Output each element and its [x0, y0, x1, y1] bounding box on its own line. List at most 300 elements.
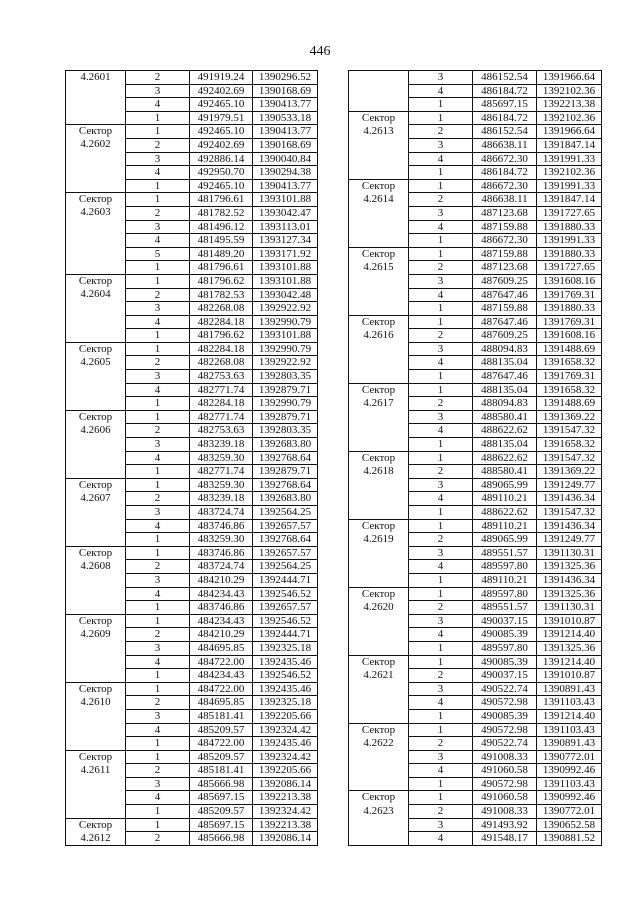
coordinate-y: 1390168.69: [253, 84, 318, 98]
coordinate-y: 1393042.47: [253, 206, 318, 220]
sector-label: [66, 315, 126, 329]
point-number: 4: [409, 832, 473, 846]
point-number: 1: [126, 329, 190, 343]
sector-label: [349, 288, 409, 302]
point-number: 1: [126, 261, 190, 275]
point-number: 4: [409, 492, 473, 506]
coordinate-y: 1391608.16: [537, 329, 602, 343]
table-row: [349, 370, 602, 384]
sector-label: Сектор: [66, 546, 126, 560]
table-row: [66, 478, 318, 492]
coordinate-x: 487647.46: [473, 370, 537, 384]
point-number: 2: [126, 832, 190, 846]
table-row: [66, 723, 318, 737]
coordinate-y: 1391727.65: [537, 206, 602, 220]
point-number: 3: [409, 478, 473, 492]
coordinate-x: 484210.29: [190, 573, 253, 587]
coordinate-x: 484695.85: [190, 696, 253, 710]
coordinate-y: 1390413.77: [253, 179, 318, 193]
table-row: [66, 601, 318, 615]
table-row: [349, 506, 602, 520]
sector-label: 4.2603: [66, 206, 126, 220]
coordinate-y: 1390413.77: [253, 98, 318, 112]
coordinate-y: 1391658.32: [537, 438, 602, 452]
point-number: 3: [409, 342, 473, 356]
point-number: 1: [409, 655, 473, 669]
table-row: [349, 777, 602, 791]
sector-label: [66, 709, 126, 723]
sector-label: Сектор: [66, 193, 126, 207]
coordinate-y: 1391214.40: [537, 655, 602, 669]
table-row: [66, 138, 318, 152]
table-row: [349, 383, 602, 397]
table-row: [66, 261, 318, 275]
table-row: [66, 329, 318, 343]
point-number: 1: [126, 737, 190, 751]
point-number: 3: [126, 152, 190, 166]
coordinate-x: 490572.98: [473, 696, 537, 710]
coordinate-x: 492886.14: [190, 152, 253, 166]
coordinate-y: 1392546.52: [253, 669, 318, 683]
table-row: [66, 506, 318, 520]
sector-label: 4.2616: [349, 329, 409, 343]
sector-label: 4.2607: [66, 492, 126, 506]
coordinate-x: 485697.15: [190, 791, 253, 805]
point-number: 4: [126, 98, 190, 112]
coordinate-y: 1391214.40: [537, 628, 602, 642]
sector-label: [349, 274, 409, 288]
sector-label: [66, 302, 126, 316]
coordinate-x: 487123.68: [473, 261, 537, 275]
sector-label: [349, 764, 409, 778]
point-number: 1: [409, 234, 473, 248]
coordinate-y: 1391369.22: [537, 465, 602, 479]
point-number: 4: [126, 723, 190, 737]
sector-label: Сектор: [349, 519, 409, 533]
point-number: 3: [126, 438, 190, 452]
table-row: [66, 805, 318, 819]
sector-label: [349, 492, 409, 506]
table-row: [349, 84, 602, 98]
table-row: [66, 98, 318, 112]
coordinate-x: 492950.70: [190, 166, 253, 180]
table-row: [66, 669, 318, 683]
coordinate-x: 485209.57: [190, 723, 253, 737]
sector-label: Сектор: [349, 451, 409, 465]
table-row: [66, 655, 318, 669]
coordinate-y: 1390533.18: [253, 111, 318, 125]
coordinate-x: 491548.17: [473, 832, 537, 846]
coordinate-x: 483239.18: [190, 492, 253, 506]
point-number: 1: [409, 573, 473, 587]
table-row: [349, 98, 602, 112]
sector-label: [349, 506, 409, 520]
sector-label: [66, 111, 126, 125]
point-number: 1: [126, 601, 190, 615]
coordinate-x: 486672.30: [473, 179, 537, 193]
coordinate-y: 1391488.69: [537, 397, 602, 411]
point-number: 4: [409, 560, 473, 574]
point-number: 4: [126, 234, 190, 248]
point-number: 3: [126, 777, 190, 791]
table-row: [349, 206, 602, 220]
point-number: 2: [409, 601, 473, 615]
coordinate-x: 488135.04: [473, 438, 537, 452]
sector-label: 4.2619: [349, 533, 409, 547]
coordinate-y: 1392768.64: [253, 478, 318, 492]
table-row: [66, 193, 318, 207]
point-number: 2: [126, 696, 190, 710]
coordinate-x: 486152.54: [473, 71, 537, 85]
sector-label: [349, 166, 409, 180]
sector-label: [349, 302, 409, 316]
sector-label: 4.2606: [66, 424, 126, 438]
sector-label: Сектор: [66, 750, 126, 764]
coordinate-y: 1393101.88: [253, 329, 318, 343]
coordinate-y: 1391880.33: [537, 220, 602, 234]
coordinate-y: 1392205.66: [253, 709, 318, 723]
table-row: [66, 696, 318, 710]
coordinate-x: 491979.51: [190, 111, 253, 125]
sector-label: Сектор: [66, 682, 126, 696]
sector-label: [66, 465, 126, 479]
coordinate-x: 490572.98: [473, 723, 537, 737]
coordinate-x: 492402.69: [190, 138, 253, 152]
sector-label: [66, 669, 126, 683]
coordinate-y: 1392102.36: [537, 111, 602, 125]
sector-label: Сектор: [349, 791, 409, 805]
coordinate-y: 1393101.88: [253, 261, 318, 275]
sector-label: [66, 438, 126, 452]
sector-label: Сектор: [349, 383, 409, 397]
coordinate-y: 1392879.71: [253, 410, 318, 424]
sector-label: Сектор: [349, 655, 409, 669]
coordinate-x: 483724.74: [190, 560, 253, 574]
table-row: [66, 179, 318, 193]
coordinate-y: 1391658.32: [537, 356, 602, 370]
point-number: 3: [126, 220, 190, 234]
coordinate-x: 485209.57: [190, 805, 253, 819]
sector-label: 4.2605: [66, 356, 126, 370]
table-row: [349, 709, 602, 723]
coordinate-y: 1390881.52: [537, 832, 602, 846]
point-number: 2: [126, 492, 190, 506]
coordinate-y: 1392657.57: [253, 601, 318, 615]
coordinate-y: 1391727.65: [537, 261, 602, 275]
point-number: 2: [126, 628, 190, 642]
sector-label: 4.2610: [66, 696, 126, 710]
point-number: 2: [126, 288, 190, 302]
table-row: [349, 71, 602, 85]
coordinate-x: 481796.61: [190, 193, 253, 207]
sector-label: [66, 601, 126, 615]
table-row: [66, 560, 318, 574]
coordinate-x: 487609.25: [473, 329, 537, 343]
sector-label: [349, 138, 409, 152]
coordinate-y: 1391369.22: [537, 410, 602, 424]
sector-label: Сектор: [349, 723, 409, 737]
coordinate-x: 487647.46: [473, 315, 537, 329]
table-row: [66, 247, 318, 261]
table-row: [349, 669, 602, 683]
point-number: 2: [126, 764, 190, 778]
coordinate-x: 488622.62: [473, 451, 537, 465]
coordinate-y: 1390296.52: [253, 71, 318, 85]
table-row: [349, 696, 602, 710]
coordinate-x: 488622.62: [473, 506, 537, 520]
point-number: 1: [126, 274, 190, 288]
coordinate-y: 1393113.01: [253, 220, 318, 234]
table-row: [349, 125, 602, 139]
point-number: 2: [126, 71, 190, 85]
coordinate-y: 1392324.42: [253, 723, 318, 737]
coordinate-y: 1392990.79: [253, 397, 318, 411]
coordinate-y: 1392683.80: [253, 492, 318, 506]
table-row: [66, 125, 318, 139]
table-row: [66, 166, 318, 180]
coordinate-y: 1390992.46: [537, 791, 602, 805]
coordinate-y: 1392086.14: [253, 832, 318, 846]
point-number: 2: [409, 737, 473, 751]
coordinate-x: 490522.74: [473, 737, 537, 751]
sector-label: [349, 546, 409, 560]
sector-label: [66, 370, 126, 384]
coordinate-x: 482753.63: [190, 424, 253, 438]
coordinate-x: 491060.58: [473, 791, 537, 805]
coordinate-x: 486184.72: [473, 84, 537, 98]
table-row: [349, 791, 602, 805]
sector-label: Сектор: [349, 111, 409, 125]
sector-label: [66, 152, 126, 166]
coordinate-x: 489065.99: [473, 478, 537, 492]
point-number: 1: [126, 614, 190, 628]
table-row: [66, 438, 318, 452]
sector-label: [66, 261, 126, 275]
coordinate-x: 482753.63: [190, 370, 253, 384]
coordinate-x: 491008.33: [473, 805, 537, 819]
coordinate-y: 1391547.32: [537, 451, 602, 465]
table-row: [349, 424, 602, 438]
coordinate-y: 1391010.87: [537, 614, 602, 628]
point-number: 1: [409, 438, 473, 452]
coordinate-y: 1392803.35: [253, 424, 318, 438]
coordinate-y: 1391436.34: [537, 519, 602, 533]
point-number: 2: [409, 533, 473, 547]
sector-label: Сектор: [349, 179, 409, 193]
table-row: [66, 750, 318, 764]
coordinate-y: 1391249.77: [537, 533, 602, 547]
table-row: [66, 465, 318, 479]
table-row: [349, 805, 602, 819]
table-row: [349, 302, 602, 316]
coordinate-x: 485697.15: [473, 98, 537, 112]
sector-label: 4.2612: [66, 832, 126, 846]
sector-label: [349, 709, 409, 723]
coordinate-x: 485181.41: [190, 764, 253, 778]
coordinate-y: 1392922.92: [253, 356, 318, 370]
sector-label: [349, 777, 409, 791]
coordinate-x: 489597.80: [473, 587, 537, 601]
table-row: [66, 71, 318, 85]
sector-label: 4.2613: [349, 125, 409, 139]
sector-label: [349, 614, 409, 628]
coordinate-x: 482284.18: [190, 315, 253, 329]
sector-label: [349, 370, 409, 384]
point-number: 1: [409, 302, 473, 316]
sector-label: [66, 179, 126, 193]
coordinate-y: 1392325.18: [253, 696, 318, 710]
coordinate-y: 1391847.14: [537, 138, 602, 152]
table-row: [66, 777, 318, 791]
table-row: [66, 709, 318, 723]
sector-label: Сектор: [349, 587, 409, 601]
table-row: [66, 288, 318, 302]
sector-label: 4.2608: [66, 560, 126, 574]
sector-label: 4.2602: [66, 138, 126, 152]
table-row: [349, 438, 602, 452]
coordinate-y: 1391214.40: [537, 709, 602, 723]
table-row: [66, 111, 318, 125]
point-number: 3: [126, 370, 190, 384]
coordinate-x: 486152.54: [473, 125, 537, 139]
sector-label: [349, 750, 409, 764]
table-row: [66, 424, 318, 438]
coordinate-x: 483746.86: [190, 519, 253, 533]
sector-label: [349, 356, 409, 370]
coordinate-x: 485209.57: [190, 750, 253, 764]
table-row: [66, 519, 318, 533]
point-number: 3: [126, 302, 190, 316]
table-row: [349, 329, 602, 343]
table-row: [349, 410, 602, 424]
sector-label: [349, 206, 409, 220]
coordinate-y: 1392683.80: [253, 438, 318, 452]
coordinate-y: 1392435.46: [253, 737, 318, 751]
sector-label: [349, 628, 409, 642]
coordinate-y: 1391880.33: [537, 247, 602, 261]
coordinate-y: 1392768.64: [253, 451, 318, 465]
sector-label: [66, 777, 126, 791]
point-number: 3: [409, 138, 473, 152]
sector-label: 4.2611: [66, 764, 126, 778]
coordinate-x: 482771.74: [190, 383, 253, 397]
point-number: 4: [409, 84, 473, 98]
coordinate-x: 481796.62: [190, 329, 253, 343]
table-row: [349, 356, 602, 370]
sector-label: Сектор: [66, 125, 126, 139]
coordinate-x: 488622.62: [473, 424, 537, 438]
point-number: 1: [126, 533, 190, 547]
coordinate-y: 1392879.71: [253, 383, 318, 397]
sector-label: Сектор: [66, 274, 126, 288]
coordinate-y: 1391103.43: [537, 723, 602, 737]
sector-label: [66, 805, 126, 819]
coordinate-y: 1392086.14: [253, 777, 318, 791]
coordinate-x: 482284.18: [190, 342, 253, 356]
coordinate-x: 491919.24: [190, 71, 253, 85]
point-number: 1: [126, 179, 190, 193]
coordinate-x: 488580.41: [473, 410, 537, 424]
sector-label: 4.2601: [66, 71, 126, 85]
coordinate-x: 486638.11: [473, 193, 537, 207]
coordinate-y: 1391769.31: [537, 370, 602, 384]
coordinate-y: 1391130.31: [537, 546, 602, 560]
coordinate-x: 485697.15: [190, 818, 253, 832]
table-row: [349, 546, 602, 560]
point-number: 4: [126, 451, 190, 465]
table-row: [349, 764, 602, 778]
coordinate-y: 1391847.14: [537, 193, 602, 207]
table-row: [66, 410, 318, 424]
sector-label: Сектор: [66, 342, 126, 356]
table-row: [349, 465, 602, 479]
coordinate-x: 489110.21: [473, 573, 537, 587]
table-row: [349, 492, 602, 506]
sector-label: [66, 247, 126, 261]
point-number: 3: [409, 818, 473, 832]
sector-label: [349, 71, 409, 85]
coordinate-y: 1390891.43: [537, 737, 602, 751]
sector-label: 4.2621: [349, 669, 409, 683]
coordinate-x: 492465.10: [190, 125, 253, 139]
point-number: 1: [126, 546, 190, 560]
table-row: [66, 234, 318, 248]
coordinate-y: 1392657.57: [253, 546, 318, 560]
coordinate-x: 488135.04: [473, 356, 537, 370]
sector-label: [66, 220, 126, 234]
sector-label: [66, 519, 126, 533]
coordinate-y: 1391010.87: [537, 669, 602, 683]
point-number: 3: [409, 206, 473, 220]
coordinate-y: 1392444.71: [253, 573, 318, 587]
sector-label: [349, 641, 409, 655]
sector-label: [349, 573, 409, 587]
table-row: [66, 206, 318, 220]
sector-label: [66, 98, 126, 112]
coordinate-x: 483746.86: [190, 546, 253, 560]
point-number: 2: [409, 329, 473, 343]
coordinate-x: 483239.18: [190, 438, 253, 452]
table-row: [66, 628, 318, 642]
point-number: 2: [409, 805, 473, 819]
sector-label: [66, 723, 126, 737]
coordinate-x: 481496.12: [190, 220, 253, 234]
point-number: 3: [126, 573, 190, 587]
coordinate-x: 484722.00: [190, 737, 253, 751]
coordinate-y: 1392990.79: [253, 342, 318, 356]
table-row: [349, 288, 602, 302]
sector-label: [349, 342, 409, 356]
coordinate-y: 1391966.64: [537, 125, 602, 139]
coordinate-x: 484722.00: [190, 682, 253, 696]
coordinate-x: 489551.57: [473, 546, 537, 560]
sector-label: [66, 383, 126, 397]
sector-label: [349, 818, 409, 832]
sector-label: [349, 438, 409, 452]
coordinate-y: 1393101.88: [253, 193, 318, 207]
sector-label: 4.2604: [66, 288, 126, 302]
point-number: 1: [409, 179, 473, 193]
sector-label: [66, 329, 126, 343]
table-row: [349, 682, 602, 696]
point-number: 1: [126, 478, 190, 492]
table-row: [349, 573, 602, 587]
sector-label: [349, 98, 409, 112]
table-row: [66, 832, 318, 846]
coordinate-x: 488580.41: [473, 465, 537, 479]
sector-label: Сектор: [66, 614, 126, 628]
coordinate-x: 489110.21: [473, 492, 537, 506]
